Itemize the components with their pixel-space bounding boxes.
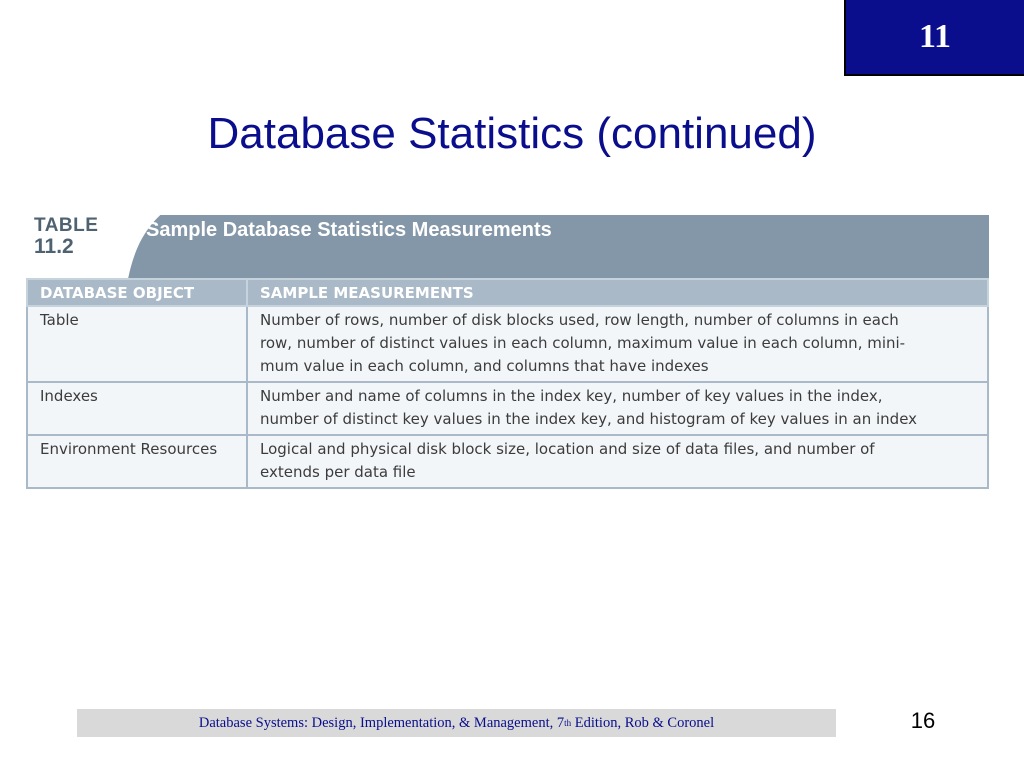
measurement-line: extends per data file [260,463,416,481]
page-number: 16 [910,708,936,733]
footer-text-before: Database Systems: Design, Implementation, & Management, 7 [198,714,565,731]
chapter-number: 11 [918,18,952,55]
footer-superscript: th [564,718,572,728]
table-header-row [27,279,988,306]
column-header-object: DATABASE OBJECT [27,279,247,306]
table-tag-word: TABLE [34,215,99,236]
measurement-line: row, number of distinct values in each column, maximum value in each column, mini- [260,334,906,352]
measurement-line: Number and name of columns in the index key, number of key values in the index, [260,387,883,405]
table-row [27,306,988,382]
measurement-line: number of distinct key values in the index key, and histogram of key values in an index [260,410,918,428]
table-tag-number: 11.2 [34,235,74,258]
footer-text-after: Edition, Rob & Coronel [571,714,715,731]
cell-object: Table [27,306,247,382]
measurement-line: mum value in each column, and columns that have indexes [260,357,709,375]
cell-measurements [247,306,988,382]
cell-object: Indexes [27,382,247,435]
cell-measurements [247,382,988,435]
statistics-table [26,278,989,489]
footer-citation [77,709,836,737]
column-header-measurements: SAMPLE MEASUREMENTS [247,279,988,306]
measurement-line: Number of rows, number of disk blocks used, row length, number of columns in each [260,311,899,329]
measurement-line: Logical and physical disk block size, location and size of data files, and number of [260,440,875,458]
table-row [27,382,988,435]
table-caption: Sample Database Statistics Measurements [146,219,552,241]
chapter-number-box [844,0,1024,76]
cell-measurements [247,435,988,488]
table-tag [34,215,98,257]
slide-title: Database Statistics (continued) [207,109,817,158]
table-header [26,210,989,278]
table-row [27,435,988,488]
cell-object: Environment Resources [27,435,247,488]
table-figure [26,210,989,481]
